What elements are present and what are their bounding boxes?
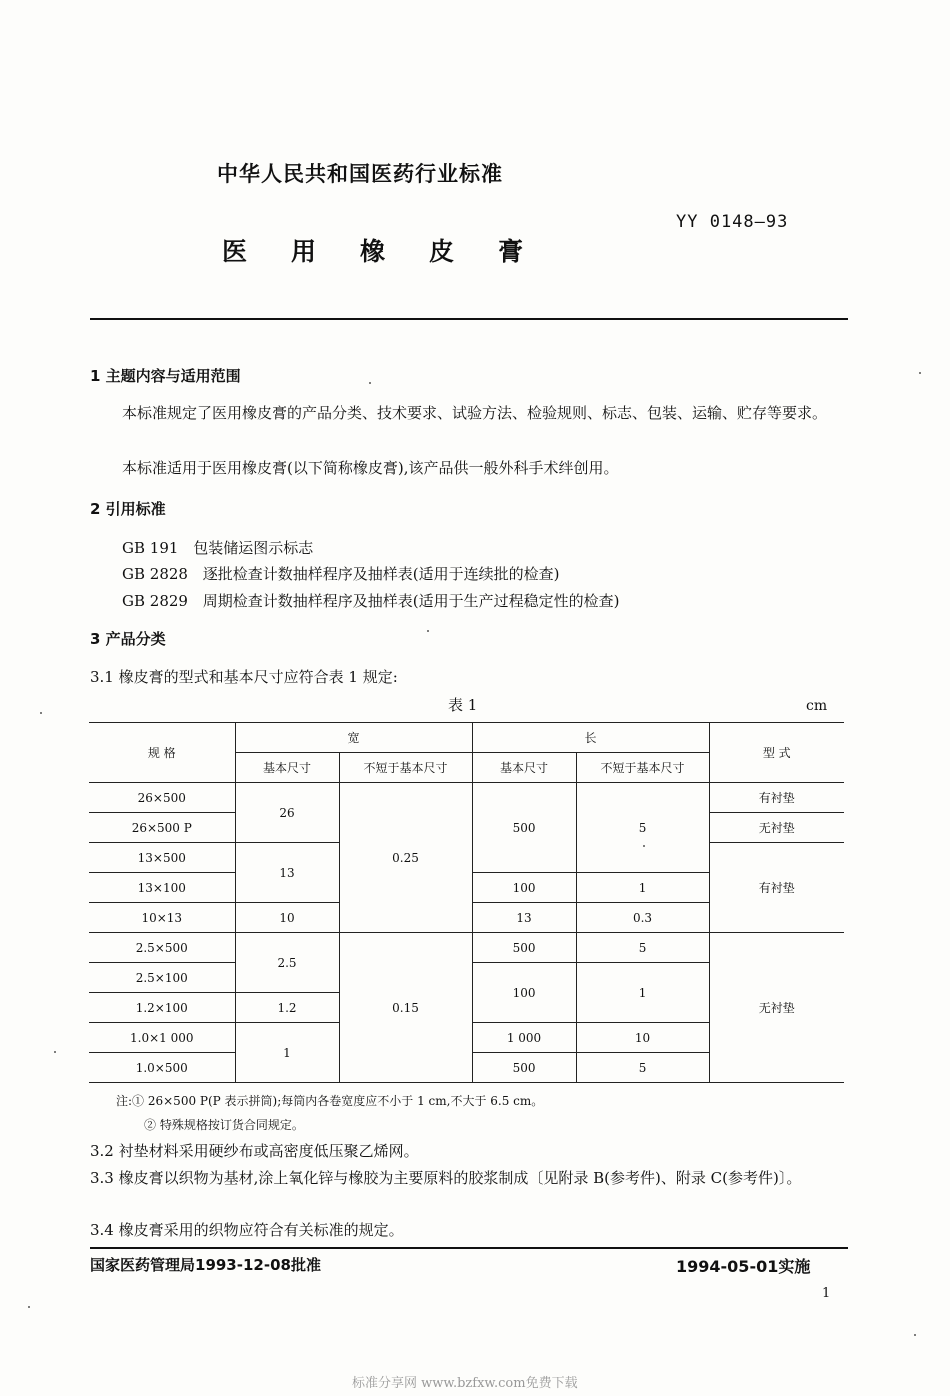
type-cell: 有衬垫 [709, 843, 844, 933]
width-min-cell: 0.25 [339, 783, 472, 933]
section-1-para-1: 本标准规定了医用橡皮膏的产品分类、技术要求、试验方法、检验规则、标志、包装、运输、贮存等要求。 [122, 404, 828, 422]
header-type: 型 式 [709, 723, 844, 783]
org-title: 中华人民共和国医药行业标准 [217, 162, 503, 186]
approval-date: 国家医药管理局1993-12-08批准 [90, 1256, 321, 1274]
width-basic-cell: 10 [235, 903, 339, 933]
width-min-cell: 0.15 [339, 933, 472, 1083]
section-3-heading: 3 产品分类 [90, 630, 166, 648]
reference-code: GB 2829 [122, 592, 188, 610]
scan-speck [369, 382, 371, 384]
header-length-min: 不短于基本尺寸 [576, 753, 709, 783]
length-min-cell: 5 [576, 1053, 709, 1083]
length-min-cell: 10 [576, 1023, 709, 1053]
table-unit: cm [806, 698, 828, 714]
length-min-cell: 0.3 [576, 903, 709, 933]
length-basic-cell: 500 [472, 1053, 576, 1083]
reference-code: GB 2828 [122, 565, 188, 583]
length-min-cell: 1 [576, 873, 709, 903]
reference-code: GB 191 [122, 539, 179, 557]
reference-item [122, 537, 313, 558]
spec-cell: 13×500 [89, 843, 235, 873]
length-basic-cell: 500 [472, 783, 576, 873]
section-1-para-2: 本标准适用于医用橡皮膏(以下简称橡皮膏),该产品供一般外科手术绊创用。 [122, 459, 619, 477]
watermark: 标准分享网 www.bzfxw.com免费下载 [352, 1376, 578, 1391]
spec-cell: 2.5×100 [89, 963, 235, 993]
document-title: 医用橡皮膏 [222, 237, 568, 266]
spec-cell: 1.0×500 [89, 1053, 235, 1083]
width-basic-cell: 13 [235, 843, 339, 903]
scan-speck [919, 372, 921, 374]
scan-speck [643, 845, 645, 847]
width-basic-cell: 1.2 [235, 993, 339, 1023]
width-basic-cell: 1 [235, 1023, 339, 1083]
spec-cell: 1.0×1 000 [89, 1023, 235, 1053]
header-width-min: 不短于基本尺寸 [339, 753, 472, 783]
effective-date: 1994-05-01实施 [676, 1257, 811, 1276]
table-caption: 表 1 [448, 696, 478, 714]
length-basic-cell: 100 [472, 873, 576, 903]
scan-speck [40, 712, 42, 714]
standard-number: YY 0148—93 [676, 212, 789, 232]
type-cell: 无衬垫 [709, 933, 844, 1083]
header-length: 长 [472, 723, 709, 753]
reference-title: 逐批检查计数抽样程序及抽样表(适用于连续批的检查) [202, 565, 560, 583]
length-basic-cell: 13 [472, 903, 576, 933]
spec-cell: 1.2×100 [89, 993, 235, 1023]
table-row [89, 783, 844, 813]
header-width-basic: 基本尺寸 [235, 753, 339, 783]
length-min-cell: 5 [576, 933, 709, 963]
scan-speck [914, 1334, 916, 1336]
clause-3-1: 3.1 橡皮膏的型式和基本尺寸应符合表 1 规定: [90, 668, 398, 686]
table-note-1: 注:① 26×500 P(P 表示拼筒);每筒内各卷宽度应不小于 1 cm,不大于 6.5 cm。 [116, 1094, 544, 1108]
table-row [89, 933, 844, 963]
scan-speck [427, 630, 429, 632]
spec-cell: 26×500 [89, 783, 235, 813]
spec-table [89, 722, 844, 1083]
length-basic-cell: 100 [472, 963, 576, 1023]
scan-speck [54, 1051, 56, 1053]
width-basic-cell: 2.5 [235, 933, 339, 993]
header-width: 宽 [235, 723, 472, 753]
section-2-heading: 2 引用标准 [90, 500, 166, 518]
spec-cell: 10×13 [89, 903, 235, 933]
reference-item [122, 590, 619, 611]
length-min-cell: 5 [576, 783, 709, 873]
clause-3-4: 3.4 橡皮膏采用的织物应符合有关标准的规定。 [90, 1221, 404, 1239]
clause-3-3: 3.3 橡皮膏以织物为基材,涂上氧化锌与橡胶为主要原料的胶浆制成〔见附录 B(参考件)、附录 C(参考件)〕。 [90, 1169, 802, 1187]
length-basic-cell: 500 [472, 933, 576, 963]
width-basic-cell: 26 [235, 783, 339, 843]
header-spec: 规 格 [89, 723, 235, 783]
spec-cell: 13×100 [89, 873, 235, 903]
length-basic-cell: 1 000 [472, 1023, 576, 1053]
reference-item [122, 563, 559, 584]
length-min-cell: 1 [576, 963, 709, 1023]
header-rule [90, 318, 848, 320]
reference-title: 包装储运图示标志 [193, 539, 314, 557]
spec-cell: 2.5×500 [89, 933, 235, 963]
header-length-basic: 基本尺寸 [472, 753, 576, 783]
scan-speck [28, 1306, 30, 1308]
type-cell: 无衬垫 [709, 813, 844, 843]
page-number: 1 [822, 1286, 831, 1301]
table-note-2: ② 特殊规格按订货合同规定。 [144, 1118, 304, 1132]
reference-title: 周期检查计数抽样程序及抽样表(适用于生产过程稳定性的检查) [202, 592, 620, 610]
clause-3-2: 3.2 衬垫材料采用硬纱布或高密度低压聚乙烯网。 [90, 1142, 419, 1160]
footer-rule [90, 1247, 848, 1249]
type-cell: 有衬垫 [709, 783, 844, 813]
spec-cell: 26×500 P [89, 813, 235, 843]
section-1-heading: 1 主题内容与适用范围 [90, 367, 241, 385]
